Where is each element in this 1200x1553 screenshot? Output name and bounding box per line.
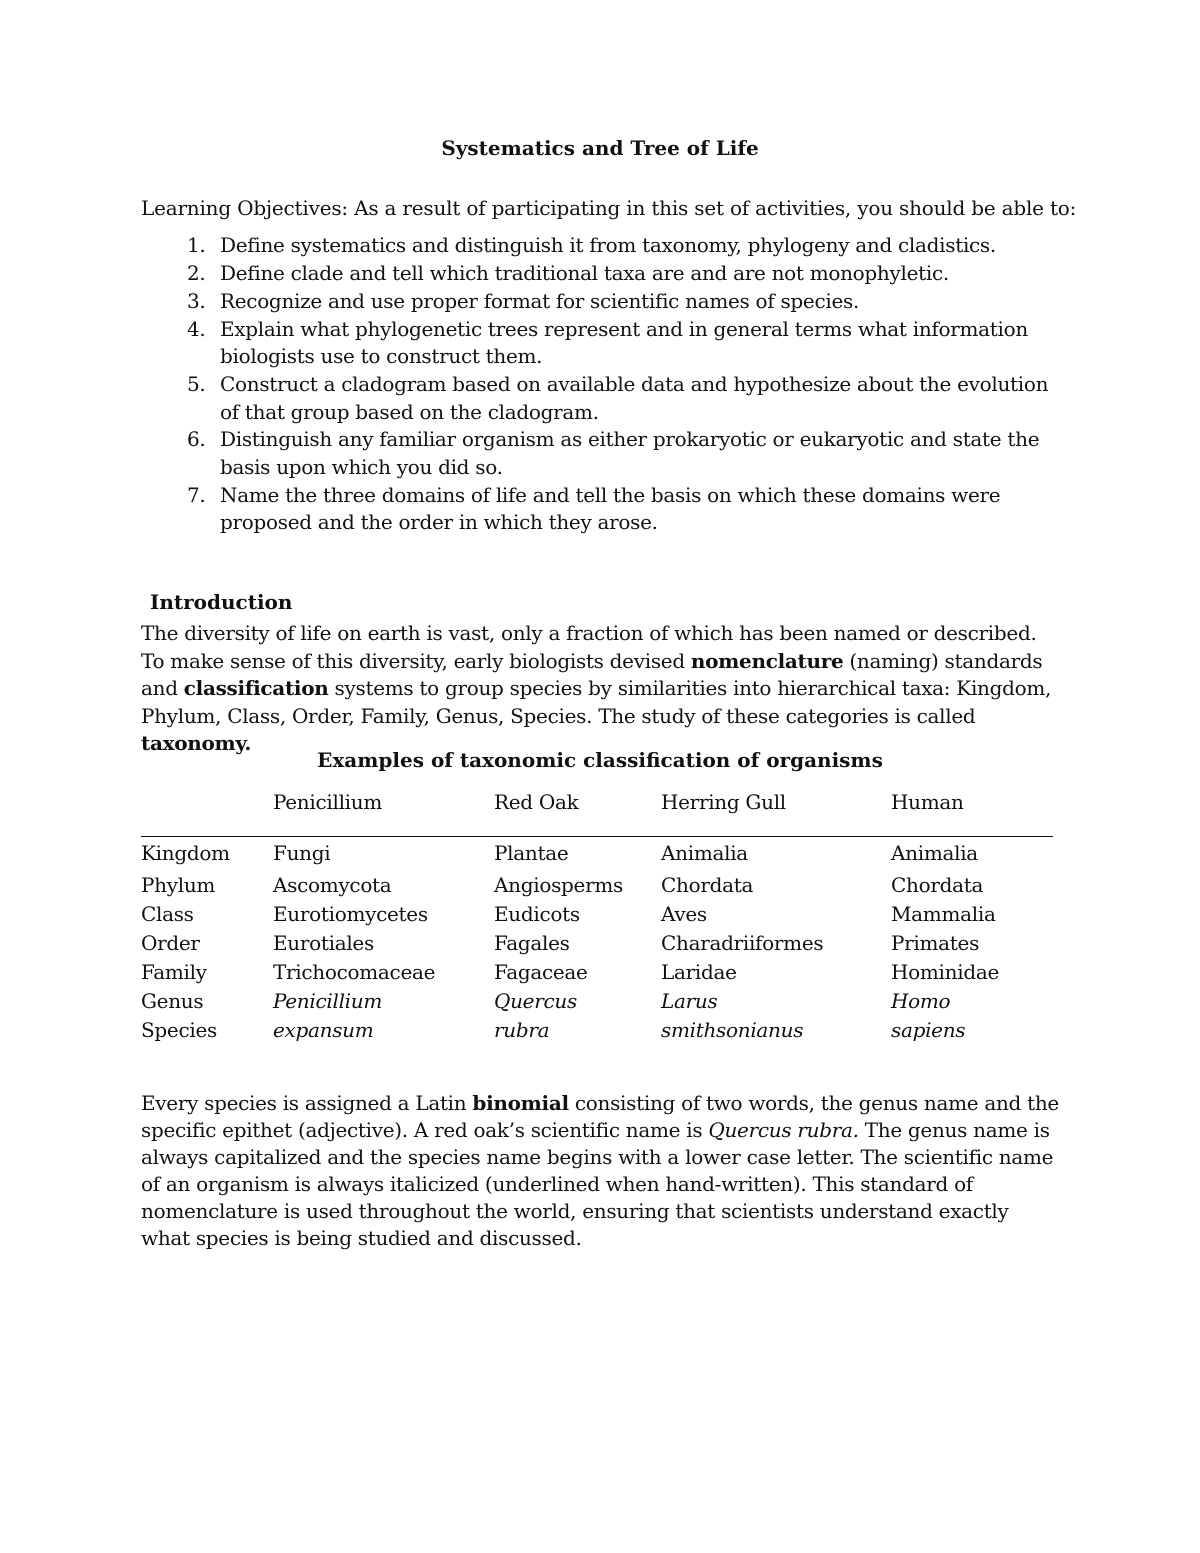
introduction-heading: Introduction	[150, 590, 293, 614]
table-cell: Ascomycota	[273, 873, 392, 897]
objective-text: Recognize and use proper format for scientific names of species.	[220, 288, 860, 313]
objective-item	[141, 482, 1071, 537]
table-cell: Larus	[661, 989, 718, 1013]
table-cell: Fungi	[273, 841, 331, 865]
binomial-paragraph	[141, 1090, 1061, 1252]
table-row	[141, 841, 1053, 873]
objectives-list	[141, 232, 1071, 537]
table-cell: Mammalia	[891, 902, 996, 926]
table-cell: Angiosperms	[494, 873, 623, 897]
table-cell: Eurotiomycetes	[273, 902, 428, 926]
table-cell: Plantae	[494, 841, 569, 865]
table-cell: expansum	[273, 1018, 374, 1042]
table-row	[141, 931, 1053, 960]
table-cell: Family	[141, 960, 207, 984]
table-body	[141, 837, 1053, 1047]
table-row	[141, 960, 1053, 989]
taxonomy-table	[141, 788, 1053, 1047]
objective-number: 4.	[187, 316, 206, 341]
objective-number: 7.	[187, 482, 206, 507]
table-cell: Chordata	[661, 873, 754, 897]
table-cell: Fagales	[494, 931, 570, 955]
table-cell: Charadriiformes	[661, 931, 824, 955]
table-cell: Primates	[891, 931, 980, 955]
objective-text: Explain what phylogenetic trees represent and in general terms what information biologists use to construct them.	[220, 316, 1028, 369]
table-title: Examples of taxonomic classification of organisms	[317, 748, 883, 772]
table-row	[141, 989, 1053, 1018]
header-cell: Penicillium	[273, 790, 383, 814]
binomial-text: consisting of two words, the genus name and the specific epithet (adjective). A red oak’s scientific name is	[141, 1091, 1059, 1142]
objective-text: Distinguish any familiar organism as either prokaryotic or eukaryotic and state the basis upon which you did so.	[220, 427, 1040, 479]
table-row	[141, 873, 1053, 902]
table-header-row	[141, 788, 1053, 837]
objective-item	[141, 426, 1071, 481]
binomial-term: binomial	[472, 1091, 569, 1115]
objective-number: 5.	[187, 372, 206, 397]
scientific-name: Quercus rubra.	[708, 1118, 859, 1142]
intro-text: systems to group species by similarities into hierarchical taxa: Kingdom, Phylum, Class, Order, Family, Genus, Species. The study of these categories is called	[141, 676, 1052, 728]
objective-number: 2.	[187, 260, 206, 285]
binomial-text: Every species is assigned a Latin	[141, 1091, 473, 1115]
table-cell: Laridae	[661, 960, 737, 984]
table-cell: Kingdom	[141, 841, 230, 865]
table-cell: Order	[141, 931, 200, 955]
table-row	[141, 1018, 1053, 1047]
intro-term-nomenclature: nomenclature	[690, 648, 844, 673]
table-cell: Hominidae	[891, 960, 999, 984]
objective-item	[141, 260, 1071, 288]
objective-item	[141, 316, 1071, 371]
table-cell: Aves	[661, 902, 707, 926]
table-cell: Class	[141, 902, 194, 926]
objective-item	[141, 371, 1071, 426]
objectives-intro: Learning Objectives: As a result of participating in this set of activities, you should be able to:	[141, 196, 1077, 220]
table-cell: Animalia	[891, 841, 978, 865]
objective-number: 6.	[187, 427, 206, 452]
table-cell: Penicillium	[273, 989, 383, 1013]
document-title: Systematics and Tree of Life	[441, 136, 759, 160]
introduction-paragraph	[141, 620, 1061, 758]
intro-term-classification: classification	[183, 676, 329, 700]
table-cell: Trichocomaceae	[273, 960, 436, 984]
table-cell: Homo	[891, 989, 951, 1013]
table-cell: smithsonianus	[661, 1018, 804, 1042]
table-cell: Eudicots	[494, 902, 580, 926]
table-cell: sapiens	[891, 1018, 966, 1042]
header-cell: Red Oak	[494, 790, 579, 814]
objective-text: Define systematics and distinguish it from taxonomy, phylogeny and cladistics.	[220, 233, 996, 257]
table-cell: Fagaceae	[494, 960, 588, 984]
objective-item	[141, 288, 1071, 316]
objective-item	[141, 232, 1071, 260]
table-cell: Phylum	[141, 873, 216, 897]
objective-text: Name the three domains of life and tell the basis on which these domains were proposed and the order in which they arose.	[220, 482, 1001, 535]
table-cell: Eurotiales	[273, 931, 374, 955]
table-cell: Animalia	[661, 841, 748, 865]
binomial-text: The genus name is always capitalized and the species name begins with a lower case letter. The scientific name of an organism is always italicized (underlined when hand-written). This standard of nomenclature is used throughout the world, ensuring that scientists understand exactly what species is being studied and discussed.	[141, 1118, 1054, 1250]
objective-text: Construct a cladogram based on available data and hypothesize about the evolution of that group based on the cladogram.	[220, 372, 1049, 424]
table-cell: Species	[141, 1018, 217, 1042]
objective-text: Define clade and tell which traditional taxa are and are not monophyletic.	[220, 260, 949, 285]
header-cell: Human	[891, 790, 964, 814]
table-cell: Quercus	[494, 989, 577, 1013]
intro-text: (naming) standards and	[141, 648, 1043, 700]
header-cell: Herring Gull	[661, 790, 786, 814]
intro-term-taxonomy: taxonomy.	[141, 731, 252, 755]
table-row	[141, 902, 1053, 931]
table-cell: Genus	[141, 989, 204, 1013]
table-cell: Chordata	[891, 873, 984, 897]
intro-text: The diversity of life on earth is vast, only a fraction of which has been named or described. To make sense of this diversity, early biologists devised	[141, 621, 1037, 673]
table-cell: rubra	[494, 1018, 550, 1042]
objective-number: 1.	[187, 233, 206, 257]
objective-number: 3.	[187, 288, 206, 313]
